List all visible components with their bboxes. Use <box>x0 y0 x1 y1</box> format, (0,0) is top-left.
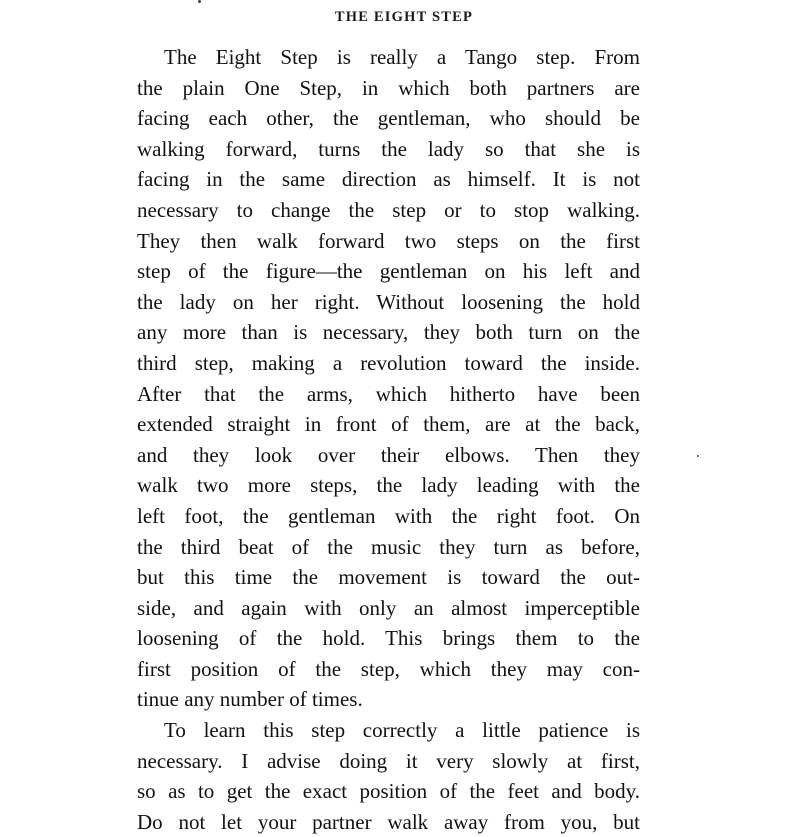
text-line: but this time the movement is toward the out- <box>137 565 640 590</box>
text-line: After that the arms, which hitherto have been <box>137 381 640 406</box>
text-line: facing each other, the gentleman, who should be <box>137 106 640 131</box>
text-line: any more than is necessary, they both turn on the <box>137 320 640 345</box>
paragraph-1 <box>137 42 640 715</box>
text-line: third step, making a revolution toward the inside. <box>137 350 640 375</box>
text-line: and they look over their elbows. Then they <box>137 442 640 467</box>
text-line: The Eight Step is really a Tango step. From <box>164 45 640 69</box>
body-text <box>137 42 640 837</box>
text-line: necessary. I advise doing it very slowly at first, <box>137 748 640 773</box>
text-line: walk two more steps, the lady leading with the <box>137 473 640 498</box>
text-line: To learn this step correctly a little patience is <box>164 718 640 743</box>
text-line: step of the figure—the gentleman on his left and <box>137 259 640 284</box>
text-line: walking forward, turns the lady so that she is <box>137 136 640 161</box>
text-line: left foot, the gentleman with the right foot. On <box>137 503 640 528</box>
text-line: tinue any number of times. <box>137 687 363 712</box>
text-line: the third beat of the music they turn as before, <box>137 534 640 559</box>
print-speck <box>198 0 201 3</box>
print-speck <box>697 455 699 457</box>
paragraph-2 <box>137 715 640 837</box>
text-line: facing in the same direction as himself. It is not <box>137 167 640 192</box>
running-head: THE EIGHT STEP <box>334 9 474 25</box>
text-line: side, and again with only an almost imperceptible <box>137 595 640 620</box>
text-line: the lady on her right. Without loosening the hold <box>137 289 640 314</box>
text-line: extended straight in front of them, are at the back, <box>137 412 640 437</box>
text-line: loosening of the hold. This brings them to the <box>137 626 640 651</box>
text-line: Do not let your partner walk away from you, but <box>137 809 640 834</box>
text-line: They then walk forward two steps on the first <box>137 228 640 253</box>
text-line: necessary to change the step or to stop walking. <box>137 197 640 222</box>
text-line: first position of the step, which they may con- <box>137 656 640 681</box>
text-line: the plain One Step, in which both partners are <box>137 75 640 100</box>
text-line: so as to get the exact position of the feet and body. <box>137 779 640 804</box>
